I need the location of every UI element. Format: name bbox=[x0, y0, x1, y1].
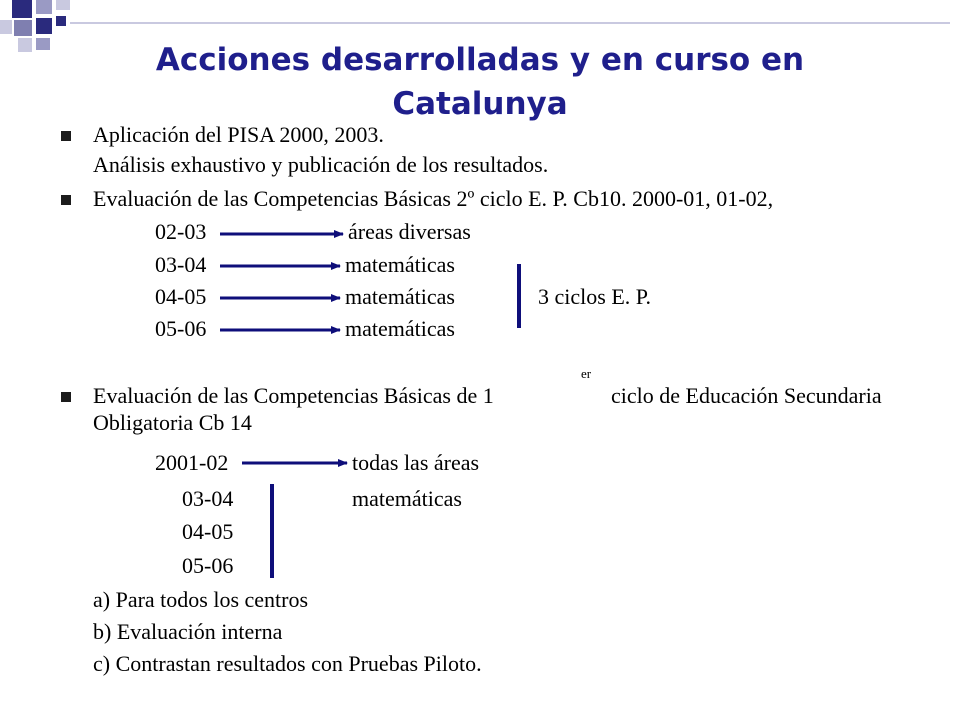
year-label: 03-04 bbox=[155, 252, 207, 277]
bullet3-line1-part1: Evaluación de las Competencias Básicas de 1 bbox=[93, 383, 494, 408]
year-label: 02-03 bbox=[155, 219, 207, 244]
superscript: er bbox=[581, 366, 592, 381]
note-line: a) Para todos los centros bbox=[93, 587, 309, 612]
year-label: 03-04 bbox=[182, 486, 234, 511]
area-label: matemáticas bbox=[345, 284, 455, 309]
year-label: 04-05 bbox=[182, 519, 234, 544]
year-label: 05-06 bbox=[182, 553, 234, 578]
area-label: matemáticas bbox=[345, 316, 455, 341]
title-line: Catalunya bbox=[392, 86, 568, 122]
bullet3-line2: Obligatoria Cb 14 bbox=[93, 410, 252, 435]
note-line: b) Evaluación interna bbox=[93, 619, 283, 644]
year-label: 2001-02 bbox=[155, 450, 229, 475]
year-label: 04-05 bbox=[155, 284, 207, 309]
bullet1-line2: Análisis exhaustivo y publicación de los resultados. bbox=[93, 152, 549, 177]
bullet1-line1: Aplicación del PISA 2000, 2003. bbox=[93, 122, 384, 147]
title-line: Acciones desarrolladas y en curso en bbox=[155, 42, 805, 78]
bullet2-line1: Evaluación de las Competencias Básicas 2º ciclo E. P. Cb10. 2000-01, 01-02, bbox=[93, 186, 774, 211]
bullet3-line1-part2: ciclo de Educación Secundaria bbox=[611, 383, 882, 408]
year-label: 05-06 bbox=[155, 316, 207, 341]
side-note: 3 ciclos E. P. bbox=[538, 284, 652, 309]
area-label: todas las áreas bbox=[352, 450, 480, 475]
note-line: c) Contrastan resultados con Pruebas Piloto. bbox=[93, 651, 482, 676]
area-label: áreas diversas bbox=[348, 219, 471, 244]
area-label: matemáticas bbox=[345, 252, 455, 277]
area-label: matemáticas bbox=[352, 486, 462, 511]
